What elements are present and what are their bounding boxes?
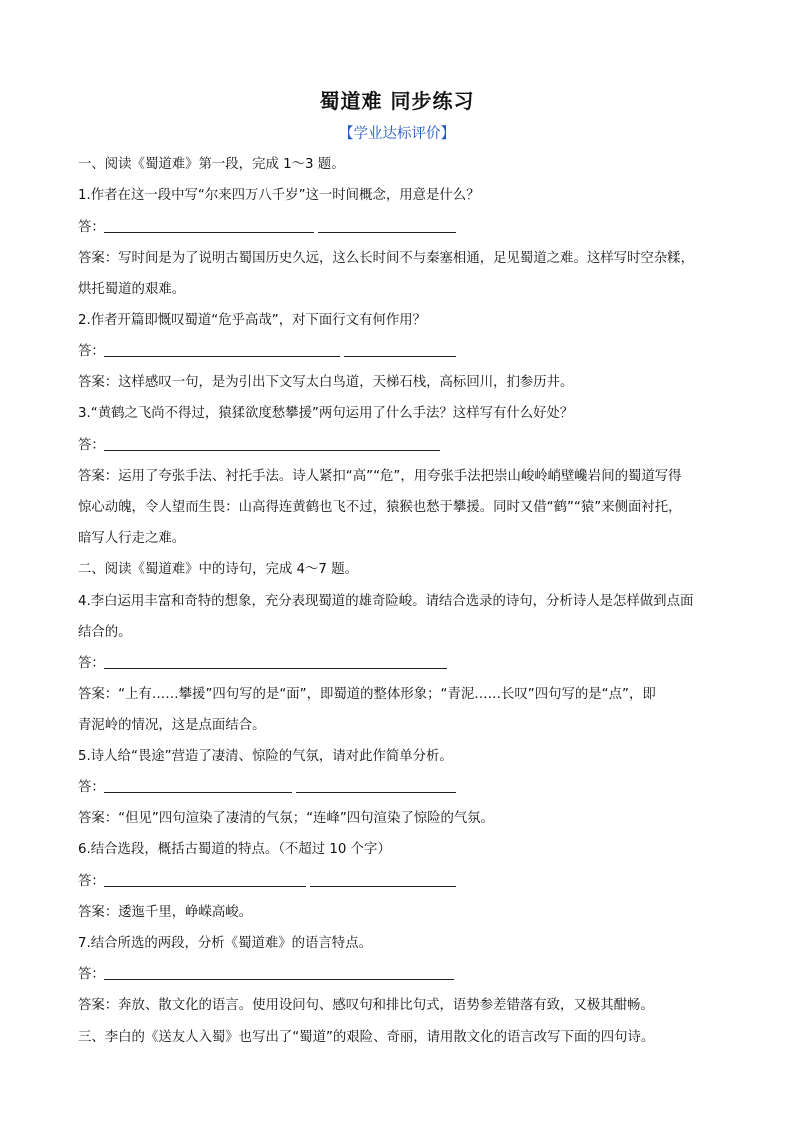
answer-row-4[interactable] <box>78 654 718 674</box>
answer-row-2[interactable] <box>78 342 718 362</box>
answer-blank[interactable] <box>310 886 456 887</box>
question-1: 1.作者在这一段中写“尔来四万八千岁”这一时间概念，用意是什么？ <box>78 188 480 203</box>
question-3: 3.“黄鹤之飞尚不得过，猿猱欲度愁攀援”两句运用了什么手法？这样写有什么好处？ <box>78 406 574 421</box>
answer-key-5: 答案：“但见”四句渲染了凄清的气氛；“连峰”四句渲染了惊险的气氛。 <box>78 811 495 826</box>
answer-key-3-cont: 惊心动魄，令人望而生畏：山高得连黄鹤也飞不过，猿猴也愁于攀援。同时又借“鹤”“猿”来侧面衬托， <box>78 500 682 515</box>
answer-blank[interactable] <box>104 450 440 451</box>
section-subtitle: 【学业达标评价】 <box>339 126 455 142</box>
answer-key-3-end: 暗写人行走之难。 <box>78 531 186 546</box>
question-5: 5.诗人给“畏途”营造了凄清、惊险的气氛，请对此作简单分析。 <box>78 749 453 764</box>
answer-key-4: 答案：“上有……攀援”四句写的是“面”，即蜀道的整体形象；“青泥……长叹”四句写的是“点”，即 <box>78 687 656 702</box>
answer-row-3[interactable] <box>78 436 718 456</box>
answer-blank[interactable] <box>344 356 456 357</box>
question-6: 6.结合选段，概括古蜀道的特点。（不超过 10 个字） <box>78 842 391 857</box>
answer-blank[interactable] <box>318 232 456 233</box>
question-7: 7.结合所选的两段，分析《蜀道难》的语言特点。 <box>78 936 372 951</box>
answer-row-5[interactable] <box>78 778 718 798</box>
answer-label: 答： <box>78 344 105 359</box>
answer-label: 答： <box>78 438 105 453</box>
answer-key-6: 答案：逶迤千里，峥嵘高峻。 <box>78 905 253 920</box>
question-4-cont: 结合的。 <box>78 625 132 640</box>
answer-label: 答： <box>78 874 105 889</box>
answer-blank[interactable] <box>104 356 340 357</box>
section-3-heading: 三、李白的《送友人入蜀》也写出了“蜀道”的艰险、奇丽，请用散文化的语言改写下面的四句诗。 <box>78 1030 655 1045</box>
answer-label: 答： <box>78 780 105 795</box>
section-2-heading: 二、阅读《蜀道难》中的诗句，完成 4～7 题。 <box>78 562 358 577</box>
answer-row-7[interactable] <box>78 965 718 985</box>
answer-key-4-cont: 青泥岭的情况，这是点面结合。 <box>78 718 266 733</box>
answer-blank[interactable] <box>104 979 454 980</box>
answer-blank[interactable] <box>104 886 306 887</box>
answer-key-7: 答案：奔放、散文化的语言。使用设问句、感叹句和排比句式，语势参差错落有致，又极其酣畅。 <box>78 998 654 1013</box>
answer-label: 答： <box>78 656 105 671</box>
page-title: 蜀道难 同步练习 <box>319 89 475 113</box>
section-1-heading: 一、阅读《蜀道难》第一段，完成 1～3 题。 <box>78 157 345 172</box>
answer-key-2: 答案：这样感叹一句，是为引出下文写太白鸟道，天梯石栈，高标回川，扪参历井。 <box>78 375 574 390</box>
answer-blank[interactable] <box>104 668 447 669</box>
answer-row-1[interactable] <box>78 218 718 238</box>
answer-blank[interactable] <box>104 792 292 793</box>
answer-blank[interactable] <box>296 792 456 793</box>
answer-label: 答： <box>78 220 105 235</box>
question-4: 4.李白运用丰富和奇特的想象，充分表现蜀道的雄奇险峻。请结合选录的诗句，分析诗人是怎样做到点面 <box>78 594 694 609</box>
answer-blank[interactable] <box>104 232 314 233</box>
answer-label: 答： <box>78 967 105 982</box>
answer-key-3: 答案：运用了夸张手法、衬托手法。诗人紧扣“高”“危”，用夸张手法把崇山峻岭峭壁巉岩间的蜀道写得 <box>78 469 682 484</box>
question-2: 2.作者开篇即慨叹蜀道“危乎高哉”，对下面行文有何作用？ <box>78 313 427 328</box>
answer-row-6[interactable] <box>78 872 718 892</box>
answer-key-1-cont: 烘托蜀道的艰难。 <box>78 282 186 297</box>
answer-key-1: 答案：写时间是为了说明古蜀国历史久远，这么长时间不与秦塞相通，足见蜀道之难。这样写时空杂糅， <box>78 251 694 266</box>
